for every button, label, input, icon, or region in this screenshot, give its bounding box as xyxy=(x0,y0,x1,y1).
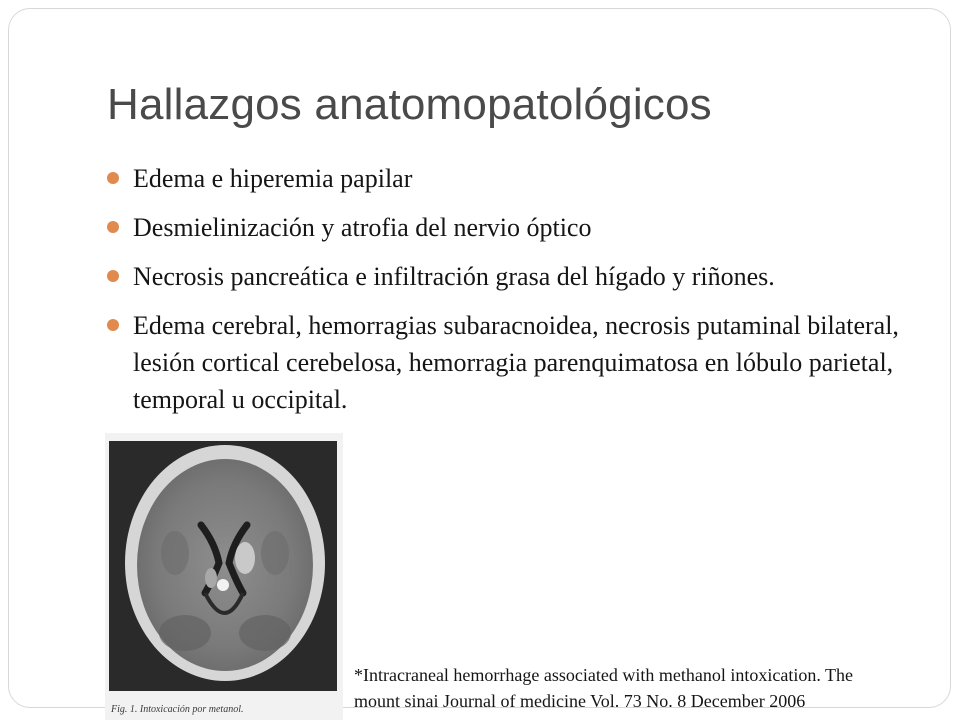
citation-caption xyxy=(354,662,959,714)
bullet-dot-icon xyxy=(107,221,119,233)
bullet-dot-icon xyxy=(107,270,119,282)
bullet-text: Desmielinización y atrofia del nervio óptico xyxy=(133,213,592,242)
caption-line-1: *Intracraneal hemorrhage associated with methanol intoxication. The xyxy=(354,665,853,685)
figure-label: Fig. 1. Intoxicación por metanol. xyxy=(111,704,244,715)
bullet-item xyxy=(107,307,917,418)
bullet-item xyxy=(107,209,917,246)
bullet-dot-icon xyxy=(107,319,119,331)
caption-line-2: mount sinai Journal of medicine Vol. 73 No. 8 December 2006 xyxy=(354,691,806,711)
bullet-item xyxy=(107,160,917,197)
bullet-text: Edema e hiperemia papilar xyxy=(133,164,413,193)
bullet-text: Edema cerebral, hemorragias subaracnoidea, necrosis putaminal bilateral, lesión cortical cerebelosa, hemorragia parenquimatosa en lóbulo parietal, temporal u occipital. xyxy=(133,311,899,414)
bullet-dot-icon xyxy=(107,172,119,184)
slide-title: Hallazgos anatomopatológicos xyxy=(107,80,712,129)
bullet-text: Necrosis pancreática e infiltración grasa del hígado y riñones. xyxy=(133,262,775,291)
ct-scan-illustration xyxy=(105,433,343,720)
ct-scan-image xyxy=(105,433,343,720)
bullet-list xyxy=(107,160,917,430)
bullet-item xyxy=(107,258,917,295)
